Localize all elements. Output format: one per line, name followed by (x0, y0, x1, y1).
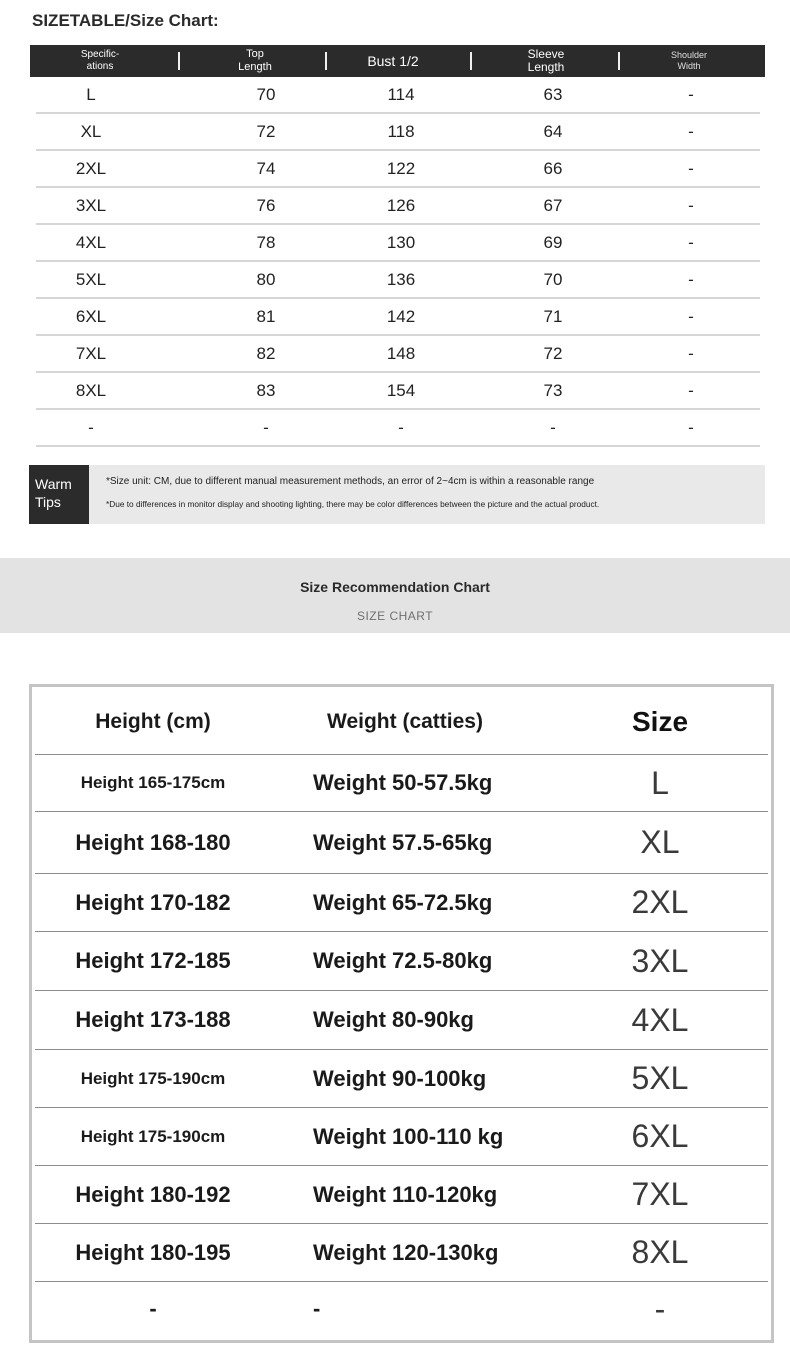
cell-top-length: 70 (256, 84, 276, 104)
cell-size: 5XL (631, 1060, 689, 1096)
table-row (35, 1224, 768, 1282)
cell-shoulder-width: - (688, 195, 694, 215)
cell-height: Height 180-192 (75, 1181, 231, 1207)
table-row (36, 114, 760, 151)
cell-size: 4XL (631, 1001, 689, 1038)
cell-weight: Weight 110-120kg (313, 1181, 498, 1207)
cell-height: Height 173-188 (75, 1007, 231, 1032)
cell-height: Height 175-190cm (80, 1068, 226, 1088)
cell-height: Height 175-190cm (80, 1126, 226, 1146)
cell-sleeve-length: 70 (543, 269, 563, 289)
cell-weight: Weight 80-90kg (313, 1007, 474, 1032)
header-specifications: Specific- ations (80, 49, 120, 72)
recommendation-header (35, 690, 768, 755)
cell-height: Height 165-175cm (80, 773, 226, 792)
cell-size: 6XL (75, 306, 107, 326)
table-row (35, 1282, 768, 1336)
table-row (36, 188, 760, 225)
cell-sleeve-length: 66 (543, 158, 563, 178)
cell-weight: Weight 120-130kg (313, 1239, 499, 1265)
header-weight: Weight (catties) (327, 710, 483, 733)
table-row (35, 932, 768, 991)
header-divider (325, 52, 327, 70)
header-size: Size (631, 706, 689, 737)
cell-size: 6XL (631, 1118, 689, 1154)
cell-shoulder-width: - (688, 269, 694, 289)
cell-sleeve-length: 72 (543, 343, 563, 363)
cell-shoulder-width: - (688, 84, 694, 104)
header-divider (470, 52, 472, 70)
cell-weight: Weight 50-57.5kg (313, 770, 493, 795)
header-divider (618, 52, 620, 70)
cell-bust: 136 (386, 269, 416, 289)
cell-height: Height 168-180 (75, 829, 231, 855)
cell-size: 8XL (631, 1234, 689, 1270)
table-row (36, 77, 760, 114)
banner-subtitle: SIZE CHART (356, 609, 434, 623)
cell-sleeve-length: 69 (543, 232, 563, 252)
cell-sleeve-length: 73 (543, 380, 563, 400)
cell-bust: 130 (386, 232, 416, 252)
cell-top-length: 81 (256, 306, 276, 326)
table-row (36, 151, 760, 188)
table-row (36, 262, 760, 299)
cell-size: 3XL (75, 195, 107, 215)
header-sleeve-length: Sleeve Length (527, 47, 565, 74)
cell-size: XL (80, 121, 102, 141)
cell-top-length: 74 (256, 158, 276, 178)
cell-top-length: 78 (256, 232, 276, 252)
table-row (36, 410, 760, 447)
cell-sleeve-length: 71 (543, 306, 563, 326)
cell-size: 8XL (75, 380, 107, 400)
cell-weight: - (313, 1296, 321, 1321)
cell-size: - (654, 1290, 666, 1327)
warm-tips (29, 465, 765, 524)
cell-bust: 126 (386, 195, 416, 215)
cell-shoulder-width: - (688, 306, 694, 326)
cell-weight: Weight 72.5-80kg (313, 948, 493, 973)
cell-bust: - (398, 417, 404, 437)
cell-size: 2XL (75, 158, 107, 178)
cell-size: 7XL (75, 343, 107, 363)
cell-shoulder-width: - (688, 158, 694, 178)
banner-title: Size Recommendation Chart (300, 579, 490, 595)
cell-shoulder-width: - (688, 380, 694, 400)
cell-height: Height 170-182 (75, 889, 231, 915)
cell-size: 7XL (631, 1176, 689, 1212)
cell-top-length: 83 (256, 380, 276, 400)
header-height: Height (cm) (95, 710, 211, 733)
header-shoulder-width: Shoulder Width (670, 50, 708, 71)
cell-bust: 114 (387, 84, 415, 104)
table-row (36, 336, 760, 373)
cell-bust: 118 (387, 121, 415, 141)
cell-shoulder-width: - (688, 343, 694, 363)
cell-shoulder-width: - (688, 121, 694, 141)
cell-bust: 142 (386, 306, 416, 326)
tip-color-difference: *Due to differences in monitor display and shooting lighting, there may be color differences between the picture and the actual product. (106, 499, 600, 509)
table-row (36, 299, 760, 336)
cell-sleeve-length: 67 (543, 195, 563, 215)
recommendation-table (29, 684, 774, 1343)
table-row (36, 373, 760, 410)
size-table (30, 45, 765, 437)
cell-top-length: 72 (256, 121, 276, 141)
table-row (35, 1108, 768, 1166)
size-table-header (30, 45, 765, 77)
tip-size-unit: *Size unit: CM, due to different manual measurement methods, an error of 2~4cm is within a reasonable range (106, 476, 595, 487)
table-row (35, 1050, 768, 1108)
table-row (36, 225, 760, 262)
cell-bust: 122 (386, 158, 416, 178)
table-row (35, 1166, 768, 1224)
cell-weight: Weight 57.5-65kg (313, 829, 493, 855)
cell-weight: Weight 100-110 kg (313, 1123, 504, 1149)
table-row (35, 812, 768, 874)
cell-top-length: - (263, 417, 269, 437)
cell-size: XL (640, 824, 680, 860)
cell-size: L (651, 764, 669, 801)
header-bust: Bust 1/2 (367, 53, 419, 69)
table-row (35, 991, 768, 1050)
size-table-body (36, 77, 760, 447)
header-divider (178, 52, 180, 70)
cell-weight: Weight 65-72.5kg (313, 889, 493, 915)
cell-sleeve-length: - (550, 417, 556, 437)
cell-sleeve-length: 64 (543, 121, 563, 141)
cell-shoulder-width: - (688, 417, 694, 437)
cell-top-length: 76 (256, 195, 276, 215)
cell-shoulder-width: - (688, 232, 694, 252)
cell-height: - (149, 1296, 157, 1321)
cell-size: 5XL (75, 269, 107, 289)
cell-sleeve-length: 63 (543, 84, 563, 104)
cell-top-length: 80 (256, 269, 276, 289)
cell-size: 4XL (75, 232, 107, 252)
cell-height: Height 180-195 (75, 1239, 231, 1265)
table-row (35, 874, 768, 932)
recommendation-banner (0, 558, 790, 633)
cell-size: - (88, 417, 94, 437)
cell-weight: Weight 90-100kg (313, 1065, 487, 1091)
cell-size: 3XL (631, 942, 689, 979)
cell-size: 2XL (631, 884, 689, 920)
cell-bust: 148 (386, 343, 416, 363)
header-top-length: Top Length (238, 48, 272, 73)
table-row (35, 755, 768, 812)
cell-top-length: 82 (256, 343, 276, 363)
warm-tips-label: Warm Tips (29, 465, 89, 524)
cell-size: L (86, 84, 96, 104)
cell-height: Height 172-185 (75, 948, 231, 973)
cell-bust: 154 (386, 380, 416, 400)
page-title: SIZETABLE/Size Chart: (32, 11, 219, 30)
